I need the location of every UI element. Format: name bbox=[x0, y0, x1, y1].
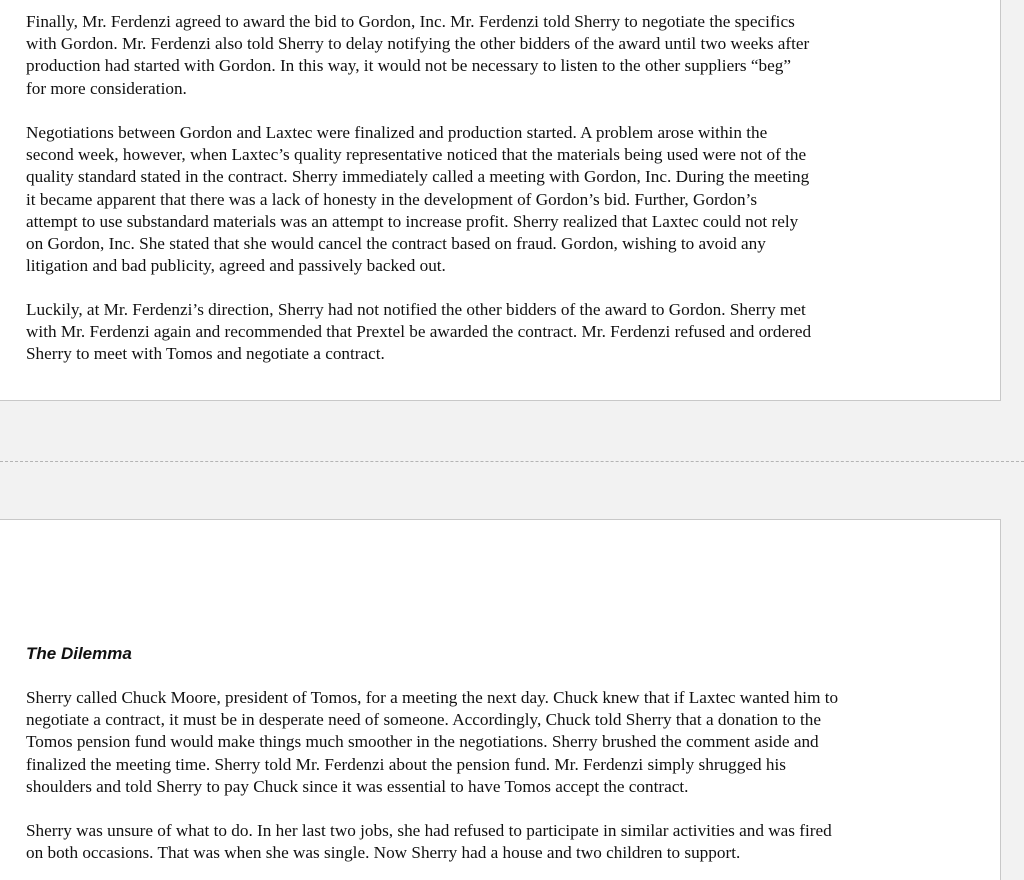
text-line: on both occasions. That was when she was single. Now Sherry had a house and two children to support. bbox=[26, 843, 741, 863]
text-line: on Gordon, Inc. She stated that she would cancel the contract based on fraud. Gordon, wishing to avoid any bbox=[26, 234, 766, 254]
text-line: Negotiations between Gordon and Laxtec were finalized and production started. A problem arose within the bbox=[26, 123, 768, 142]
paragraph-sherry-unsure bbox=[26, 820, 966, 864]
text-line: Sherry to meet with Tomos and negotiate a contract. bbox=[26, 344, 385, 364]
paragraph-quality-problem bbox=[26, 122, 966, 277]
text-line: attempt to use substandard materials was an attempt to increase profit. Sherry realized that Laxtec could not rely bbox=[26, 211, 799, 231]
text-line: Luckily, at Mr. Ferdenzi’s direction, Sherry had not notified the other bidders of the award to Gordon. Sherry met bbox=[26, 300, 806, 319]
text-line: shoulders and told Sherry to pay Chuck since it was essential to have Tomos accept the contract. bbox=[26, 776, 689, 796]
text-line: Finally, Mr. Ferdenzi agreed to award the bid to Gordon, Inc. Mr. Ferdenzi told Sherry to negotiate the specifics bbox=[26, 12, 795, 31]
paragraph-tomos-order bbox=[26, 299, 966, 366]
text-line: litigation and bad publicity, agreed and passively backed out. bbox=[26, 256, 446, 276]
text-line: for more consideration. bbox=[26, 78, 187, 98]
page-break-divider bbox=[0, 461, 1024, 462]
text-line: Sherry called Chuck Moore, president of Tomos, for a meeting the next day. Chuck knew that if Laxtec wanted him to bbox=[26, 688, 839, 707]
text-line: finalized the meeting time. Sherry told Mr. Ferdenzi about the pension fund. Mr. Ferdenzi simply shrugged his bbox=[26, 754, 786, 774]
document-page-2 bbox=[0, 519, 1001, 880]
paragraph-pension-fund bbox=[26, 687, 966, 798]
text-line: quality standard stated in the contract. Sherry immediately called a meeting with Gordon, Inc. During the meeting bbox=[26, 167, 810, 187]
document-page-1 bbox=[0, 0, 1001, 401]
section-heading: The Dilemma bbox=[26, 644, 132, 663]
text-line: production had started with Gordon. In this way, it would not be necessary to listen to the other suppliers “beg” bbox=[26, 56, 791, 76]
text-line: with Gordon. Mr. Ferdenzi also told Sherry to delay notifying the other bidders of the award until two weeks after bbox=[26, 34, 810, 54]
text-line: it became apparent that there was a lack of honesty in the development of Gordon’s bid. Further, Gordon’s bbox=[26, 189, 758, 209]
paragraph-award-decision bbox=[26, 11, 966, 100]
text-line: Tomos pension fund would make things much smoother in the negotiations. Sherry brushed the comment aside and bbox=[26, 732, 819, 752]
text-line: with Mr. Ferdenzi again and recommended that Prextel be awarded the contract. Mr. Ferdenzi refused and ordered bbox=[26, 322, 812, 342]
text-line: negotiate a contract, it must be in desperate need of someone. Accordingly, Chuck told Sherry that a donation to the bbox=[26, 710, 822, 730]
text-line: Sherry was unsure of what to do. In her last two jobs, she had refused to participate in similar activities and was fired bbox=[26, 821, 832, 840]
text-line: second week, however, when Laxtec’s quality representative noticed that the materials being used were not of the bbox=[26, 145, 807, 165]
